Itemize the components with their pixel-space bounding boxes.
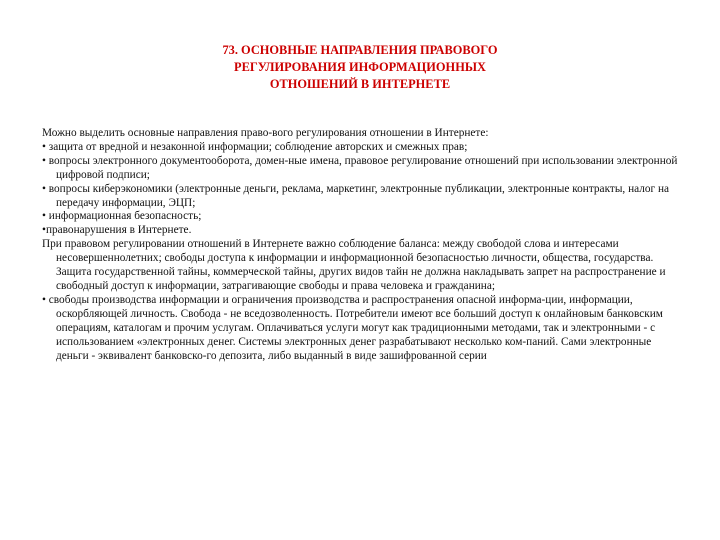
bullet-document-flow: • вопросы электронного документооборота, домен-ные имена, правовое регулирование отношений при использовании электронной цифровой подписи; [42,154,678,181]
bullet-freedom-production: • свободы производства информации и ограничения производства и распространения опасной информа-ции, информации, оскорбляющей личность. Свобода - не вседозволенность. Потребители имеют все больший доступ к онлайновым банковским операциям, каталогам и прочим услугам. Оплачиваться услуги могут как традиционными методами, так и электронными - с использованием «электронных денег. Системы электронных денег разрабатывают несколько ком-паний. Сами электронные деньги - эквивалент банковско-го депозита, либо выданный в виде зашифрованной серии [42,293,663,362]
bullet-protection: • защита от вредной и незаконной информации; соблюдение авторских и смежных прав; [42,140,468,153]
title-line-3: ОТНОШЕНИЙ В ИНТЕРНЕТЕ [269,77,451,91]
slide-body [42,127,678,363]
bullet-info-security: • информационная безопасность; [42,210,202,223]
balance-paragraph: При правовом регулировании отношений в Интернете важно соблюдение баланса: между свободой слова и интересами несовершеннолетних; свободы доступа к информации и информационной безопасностью личности, общества, государства. Защита государственной тайны, коммерческой тайны, других видов тайн не должна накладывать запрет на распространение и свободный доступ к информации, затрагивающие свободы и права человека и гражданина; [42,238,666,292]
slide-title [100,42,620,93]
title-line-1: 73. ОСНОВНЫЕ НАПРАВЛЕНИЯ ПРАВОВОГО [222,43,498,57]
bullet-cybereconomy: • вопросы киберэкономики (электронные деньги, реклама, маркетинг, электронные публикации, электронные контракты, налог на передачу информации, ЭЦП; [42,182,670,209]
intro-paragraph: Можно выделить основные направления право-вого регулирования отношении в Интернете: [42,127,489,139]
title-line-2: РЕГУЛИРОВАНИЯ ИНФОРМАЦИОННЫХ [234,60,486,74]
bullet-offences: •правонарушения в Интернете. [42,224,192,237]
